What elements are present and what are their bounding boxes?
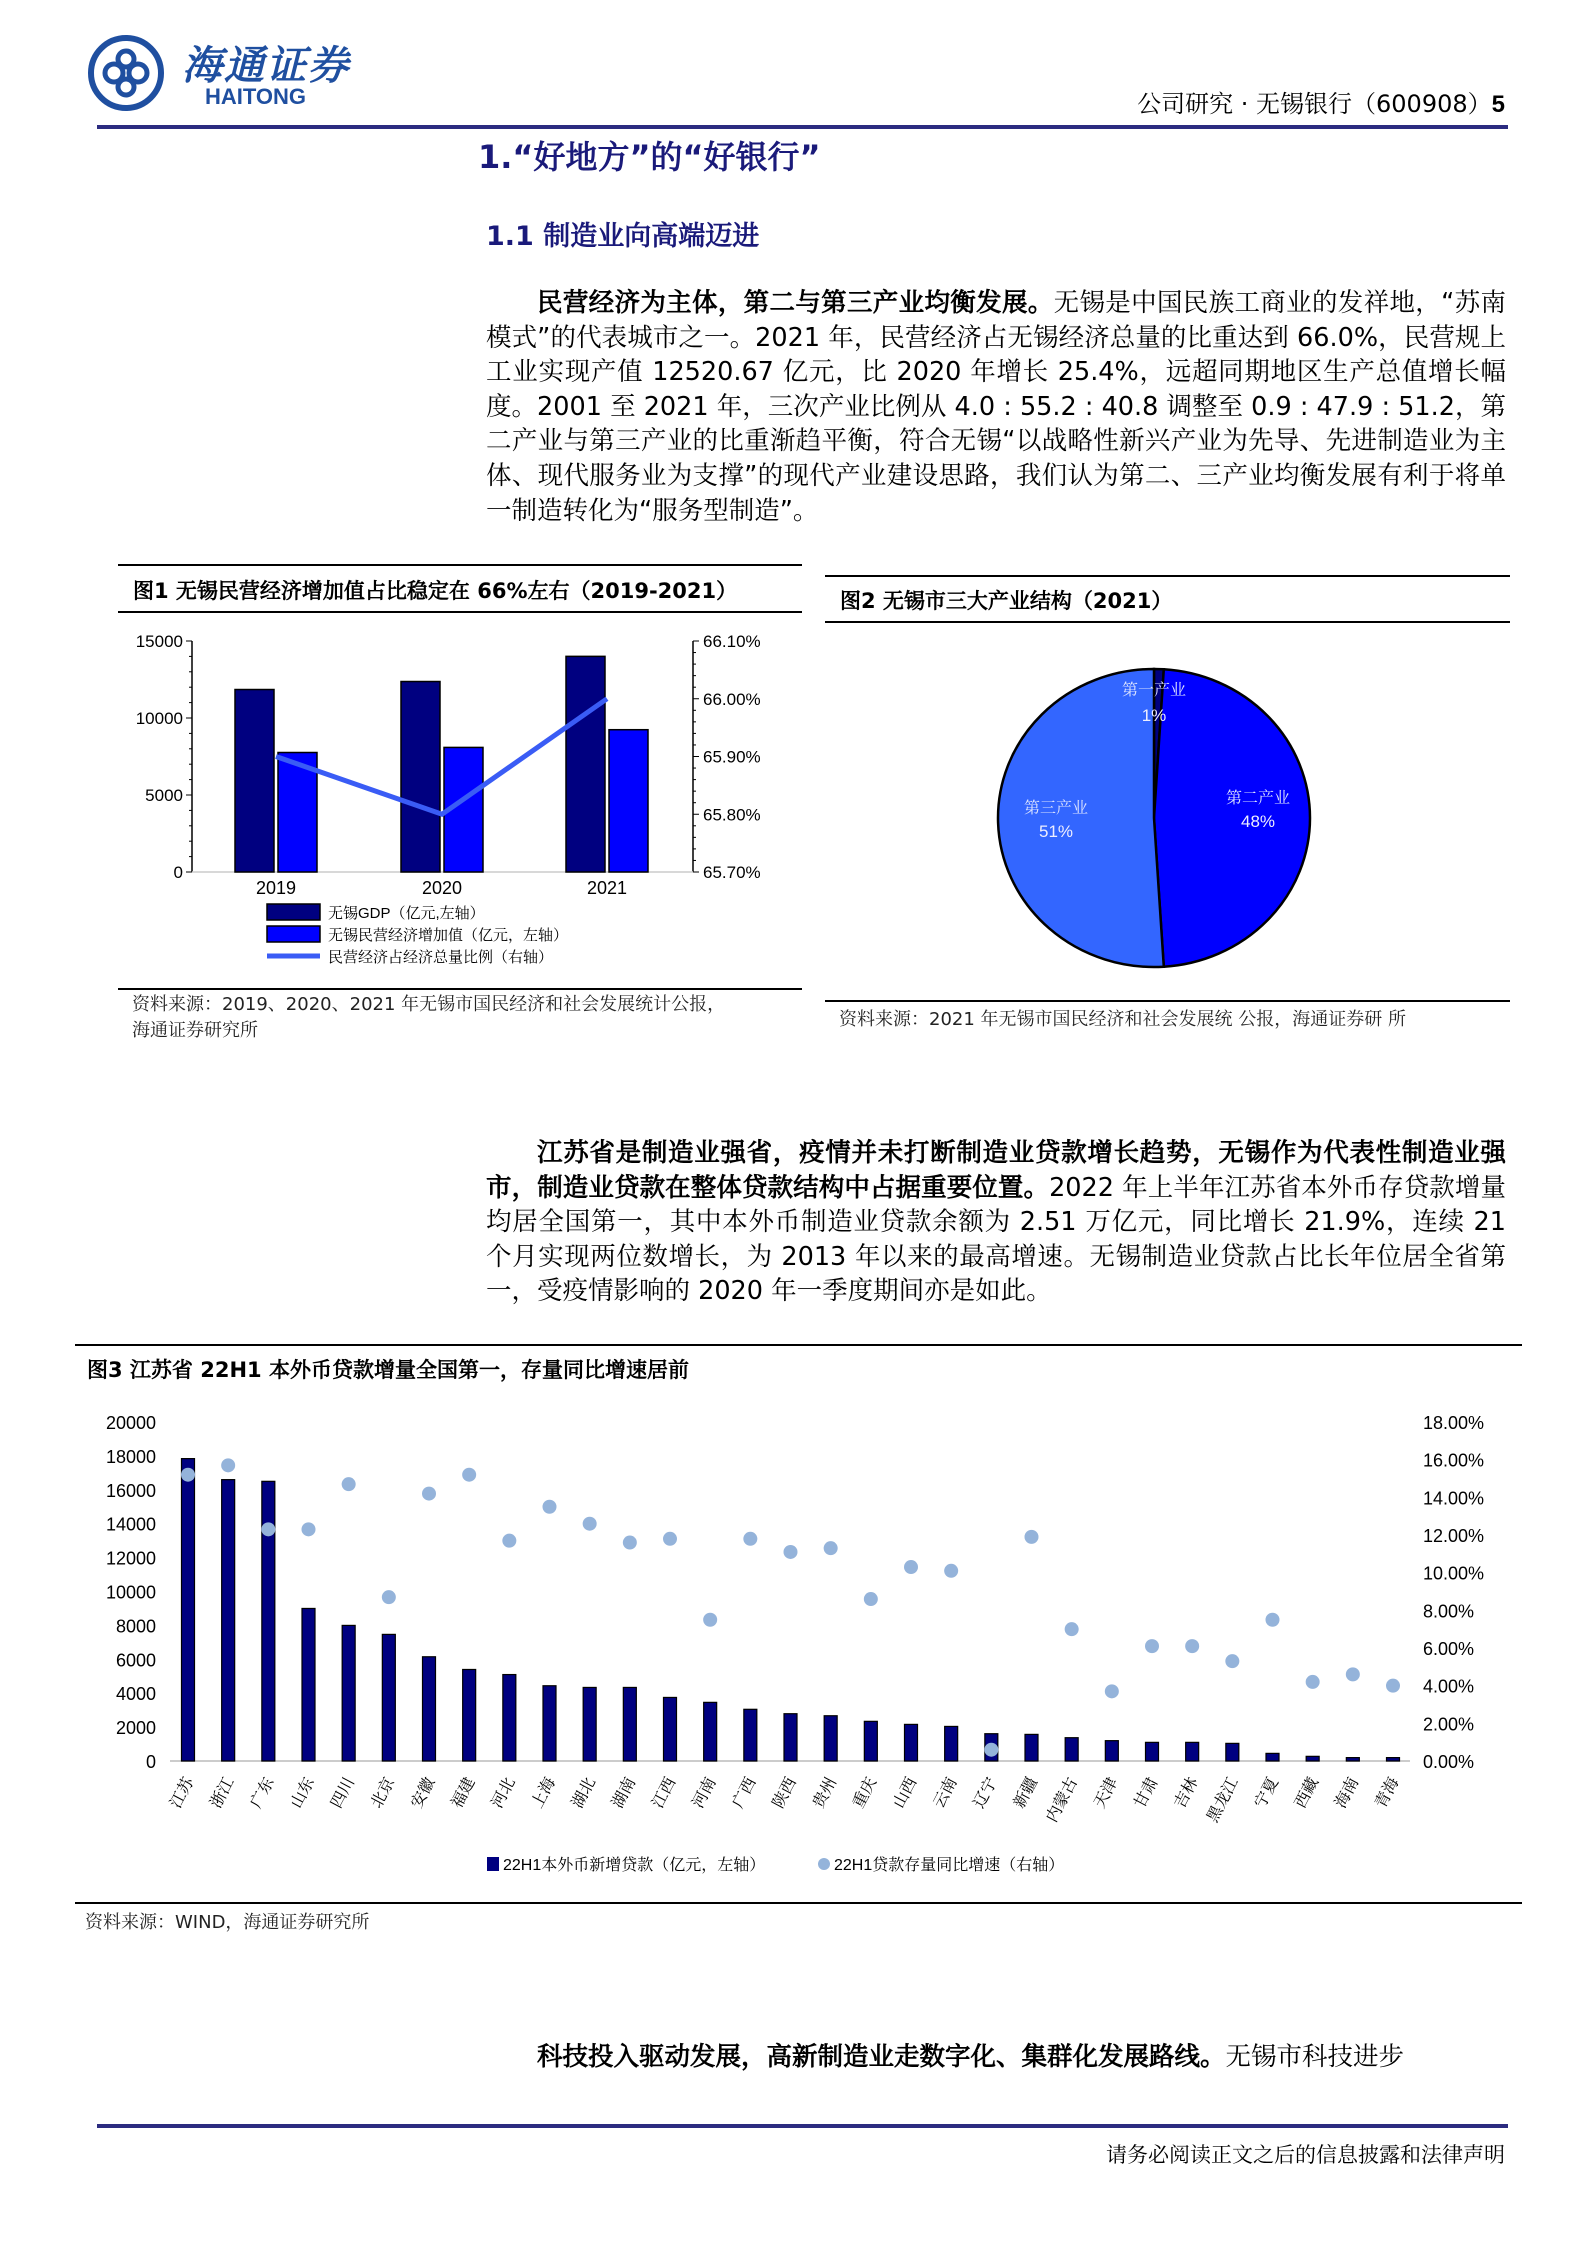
x-tick-label: 四川: [328, 1774, 359, 1812]
gdp-bar: [401, 682, 440, 872]
loan-growth-dot: [824, 1541, 838, 1555]
loan-growth-dot: [984, 1743, 998, 1757]
loan-growth-dot: [1225, 1654, 1239, 1668]
x-tick-label: 山西: [890, 1774, 921, 1812]
loan-growth-dot: [743, 1532, 757, 1546]
figure-1-source: [132, 992, 725, 1044]
legend-label: 无锡GDP（亿元,左轴）: [328, 905, 485, 922]
loan-increment-bar: [503, 1675, 516, 1761]
x-tick-label: 贵州: [810, 1774, 841, 1812]
x-tick-label: 海南: [1332, 1774, 1363, 1812]
x-tick-label: 浙江: [207, 1774, 238, 1812]
pie-label: 第一产业: [1121, 682, 1187, 699]
right-tick-label: 6.00%: [1423, 1639, 1475, 1659]
paragraph-body: 2022 年上半年江苏省本外币存贷款增量均居全国第一，其中本外币制造业贷款余额为 2.51 万亿元，同比增长 21.9%，连续 21 个月实现两位数增长，为 2013 年以来的最高增速。无锡制造业贷款占比长年位居全省第一，受疫情影响的 2020 年一季度期间亦是如此。: [486, 1172, 1506, 1307]
figure-1-title: 图1 无锡民营经济增加值占比稳定在 66%左右（2019-2021）: [133, 579, 738, 603]
private-share-line: [276, 699, 607, 815]
right-tick-label: 2.00%: [1423, 1714, 1475, 1735]
loan-growth-dot: [502, 1534, 516, 1548]
loan-increment-bar: [1387, 1758, 1400, 1761]
right-tick-label: 65.90%: [703, 747, 761, 767]
loan-growth-dot: [1346, 1667, 1360, 1681]
x-tick-label: 北京: [368, 1774, 399, 1812]
private-economy-bar: [609, 730, 648, 872]
right-tick-label: 8.00%: [1423, 1601, 1475, 1622]
loan-growth-dot: [663, 1532, 677, 1546]
report-header: [1137, 84, 1505, 119]
loan-increment-bar: [905, 1724, 918, 1761]
x-tick-label: 吉林: [1171, 1774, 1202, 1812]
loan-increment-bar: [623, 1687, 636, 1761]
x-tick-label: 天津: [1091, 1774, 1122, 1812]
loan-increment-bar: [1226, 1743, 1239, 1761]
paragraph-1: [486, 286, 1506, 528]
x-tick-label: 河北: [488, 1774, 519, 1812]
logo-english: HAITONG: [205, 84, 307, 109]
figure-2: [825, 575, 1510, 1045]
loan-growth-dot: [904, 1560, 918, 1574]
x-tick-label: 青海: [1372, 1774, 1403, 1812]
right-tick-label: 66.00%: [703, 689, 761, 709]
left-tick-label: 4000: [115, 1684, 156, 1705]
loan-increment-bar: [342, 1625, 355, 1761]
subsection-title: 1.1 制造业向高端迈进: [486, 221, 760, 252]
left-tick-label: 0: [145, 1752, 156, 1772]
x-tick-label: 山东: [287, 1774, 319, 1812]
loan-growth-dot: [1105, 1684, 1119, 1698]
left-tick-label: 10000: [105, 1582, 156, 1603]
gdp-bar: [566, 656, 605, 872]
loan-increment-bar: [222, 1480, 235, 1761]
figure-2-source: 资料来源：2021 年无锡市国民经济和社会发展统 公报，海通证券研 所: [839, 1009, 1406, 1030]
loan-increment-bar: [1186, 1742, 1199, 1761]
x-tick-label: 甘肃: [1131, 1774, 1162, 1812]
left-tick-label: 2000: [115, 1718, 156, 1739]
loan-growth-dot: [703, 1613, 717, 1627]
right-tick-label: 65.80%: [703, 805, 761, 825]
left-tick-label: 5000: [145, 786, 183, 805]
loan-growth-dot: [784, 1545, 798, 1559]
x-tick-label: 辽宁: [970, 1774, 1001, 1812]
loan-increment-bar: [1346, 1758, 1359, 1761]
loan-growth-dot: [1306, 1675, 1320, 1689]
source-line: 资料来源：2019、2020、2021 年无锡市国民经济和社会发展统计公报，: [132, 994, 726, 1015]
x-tick-label: 安徽: [408, 1774, 439, 1812]
loan-increment-bar: [583, 1687, 596, 1761]
x-tick-label: 云南: [930, 1774, 961, 1812]
loan-increment-bar: [302, 1608, 315, 1761]
x-tick-label: 江苏: [167, 1774, 198, 1812]
legend-swatch: [818, 1858, 830, 1870]
loan-growth-dot: [944, 1564, 958, 1578]
loan-growth-dot: [342, 1477, 356, 1491]
report-label: 公司研究 · 无锡银行（600908）: [1137, 90, 1492, 118]
right-tick-label: 4.00%: [1423, 1676, 1475, 1697]
legend-swatch: [267, 926, 320, 942]
figure-3: [75, 1344, 1522, 1944]
right-tick-label: 14.00%: [1423, 1488, 1485, 1509]
x-tick-label: 福建: [448, 1774, 479, 1812]
loan-growth-dot: [261, 1522, 275, 1536]
loan-increment-bar: [1266, 1753, 1279, 1761]
gdp-bar: [235, 690, 274, 872]
x-tick-label: 广西: [729, 1774, 760, 1812]
loan-increment-bar: [1025, 1734, 1038, 1761]
loan-increment-bar: [1105, 1741, 1118, 1761]
paragraph-lead: 江苏省是制造业强省，疫情并未打断制造业贷款增长趋势，无锡作为代表性制造业强市，制造业贷款在整体贷款结构中占据重要位置。: [486, 1138, 1506, 1203]
x-tick-label: 新疆: [1010, 1774, 1042, 1812]
pie-value: 51%: [1038, 822, 1074, 841]
haitong-emblem-icon: [87, 34, 165, 112]
loan-growth-dot: [1266, 1613, 1280, 1627]
loan-increment-bar: [382, 1634, 395, 1761]
x-tick-label: 陕西: [769, 1774, 801, 1812]
pie-value: 48%: [1240, 812, 1276, 831]
figure-2-pie: [825, 625, 1510, 995]
loan-increment-bar: [182, 1459, 195, 1761]
right-tick-label: 18.00%: [1423, 1413, 1485, 1433]
loan-growth-dot: [583, 1517, 597, 1531]
loan-increment-bar: [463, 1669, 476, 1761]
loan-growth-dot: [1145, 1639, 1159, 1653]
left-tick-label: 16000: [105, 1480, 156, 1501]
loan-growth-dot: [623, 1536, 637, 1550]
right-tick-label: 65.70%: [703, 863, 761, 882]
source-line: 海通证券研究所: [132, 1020, 258, 1041]
loan-growth-dot: [1065, 1622, 1079, 1636]
x-tick-label: 重庆: [850, 1774, 881, 1812]
paragraph-3: [486, 2040, 1506, 2075]
right-tick-label: 10.00%: [1423, 1563, 1485, 1584]
loan-growth-dot: [1185, 1639, 1199, 1653]
x-tick-label: 河南: [689, 1774, 720, 1812]
x-tick-label: 湖北: [569, 1774, 600, 1812]
pie-label: 第三产业: [1023, 800, 1089, 817]
x-tick-label: 西藏: [1292, 1774, 1323, 1812]
right-tick-label: 0.00%: [1423, 1752, 1475, 1772]
logo-chinese: 海通证券: [182, 42, 350, 89]
x-tick-label: 2019: [255, 878, 297, 898]
x-tick-label: 宁夏: [1251, 1774, 1283, 1812]
loan-increment-bar: [864, 1721, 877, 1761]
figure-2-title: 图2 无锡市三大产业结构（2021）: [840, 589, 1173, 613]
loan-growth-dot: [1025, 1530, 1039, 1544]
loan-growth-dot: [462, 1468, 476, 1482]
right-tick-label: 12.00%: [1423, 1526, 1485, 1546]
loan-increment-bar: [1146, 1742, 1159, 1761]
legend-swatch: [487, 1857, 499, 1871]
x-tick-label: 湖南: [609, 1774, 640, 1812]
header-rule: [97, 125, 1508, 129]
x-tick-label: 江西: [649, 1774, 680, 1812]
loan-growth-dot: [302, 1522, 316, 1536]
x-tick-label: 广东: [247, 1774, 278, 1812]
loan-increment-bar: [784, 1714, 797, 1761]
right-tick-label: 66.10%: [703, 632, 761, 651]
left-tick-label: 10000: [135, 709, 183, 728]
legend-swatch: [267, 904, 320, 920]
x-tick-label: 黑龙江: [1204, 1774, 1242, 1826]
paragraph-lead: 民营经济为主体，第二与第三产业均衡发展。: [537, 288, 1054, 318]
loan-increment-bar: [1306, 1756, 1319, 1761]
disclaimer-note: 请务必阅读正文之后的信息披露和法律声明: [1106, 2143, 1505, 2167]
right-tick-label: 16.00%: [1423, 1450, 1485, 1471]
x-tick-label: 2020: [421, 878, 463, 898]
figure-1-chart: [118, 614, 802, 986]
loan-growth-dot: [543, 1500, 557, 1514]
legend-label: 22H1本外币新增贷款（亿元，左轴）: [503, 1857, 766, 1874]
figure-1: [118, 564, 802, 1044]
left-tick-label: 15000: [135, 632, 183, 651]
legend-label: 无锡民营经济增加值（亿元，左轴）: [328, 927, 569, 944]
loan-increment-bar: [1065, 1738, 1078, 1761]
left-tick-label: 0: [173, 863, 183, 882]
left-tick-label: 14000: [105, 1514, 156, 1535]
figure-3-title: 图3 江苏省 22H1 本外币贷款增量全国第一，存量同比增速居前: [87, 1358, 689, 1382]
legend-label: 22H1贷款存量同比增速（右轴）: [834, 1857, 1065, 1874]
left-tick-label: 6000: [115, 1650, 156, 1671]
left-tick-label: 20000: [105, 1413, 156, 1433]
pie-slice: [998, 669, 1164, 967]
loan-growth-dot: [422, 1487, 436, 1501]
figure-3-chart: [75, 1389, 1522, 1899]
loan-increment-bar: [824, 1716, 837, 1761]
paragraph-body: 无锡是中国民族工商业的发祥地，“苏南模式”的代表城市之一。2021 年，民营经济占无锡经济总量的比重达到 66.0%，民营规上工业实现产值 12520.67 亿元，比 2020 年增长 25.4%，远超同期地区生产总值增长幅度。2001 至 2021 年，三次产业比例从 4.0 : 55.2 : 40.8 调整至 0.9 : 47.9 : 51.2，第二产业与第三产业的比重渐趋平衡，符合无锡“以战略性新兴产业为先导、先进制造业为主体、现代服务业为支撑”的现代产业建设思路，我们认为第二、三产业均衡发展有利于将单一制造转化为“服务型制造”。: [486, 288, 1506, 526]
paragraph-lead: 科技投入驱动发展，高新制造业走数字化、集群化发展路线。: [537, 2042, 1226, 2072]
legend-label: 民营经济占经济总量比例（右轴）: [328, 949, 554, 966]
pie-label: 第二产业: [1225, 790, 1291, 807]
pie-value: 1%: [1141, 706, 1167, 725]
loan-increment-bar: [423, 1657, 436, 1761]
loan-increment-bar: [945, 1726, 958, 1761]
x-tick-label: 上海: [528, 1774, 560, 1812]
footer-rule: [97, 2124, 1508, 2128]
paragraph-body: 无锡市科技进步: [1225, 2042, 1405, 2072]
left-tick-label: 18000: [105, 1446, 156, 1467]
section-title: 1.“好地方”的“好银行”: [478, 138, 821, 176]
logo: [87, 34, 367, 116]
loan-growth-dot: [221, 1458, 235, 1472]
page-number: 5: [1491, 91, 1505, 118]
loan-growth-dot: [181, 1468, 195, 1482]
left-tick-label: 8000: [115, 1616, 156, 1637]
loan-increment-bar: [744, 1709, 757, 1761]
figure-3-source: 资料来源：WIND，海通证券研究所: [85, 1912, 370, 1933]
pie-slice: [1154, 669, 1310, 966]
loan-increment-bar: [704, 1702, 717, 1761]
left-tick-label: 12000: [105, 1548, 156, 1569]
loan-increment-bar: [543, 1686, 556, 1761]
loan-growth-dot: [1386, 1679, 1400, 1693]
paragraph-2: [486, 1136, 1506, 1309]
x-tick-label: 内蒙古: [1043, 1774, 1082, 1826]
loan-growth-dot: [864, 1592, 878, 1606]
loan-growth-dot: [382, 1590, 396, 1604]
loan-increment-bar: [664, 1697, 677, 1761]
x-tick-label: 2021: [586, 878, 628, 898]
